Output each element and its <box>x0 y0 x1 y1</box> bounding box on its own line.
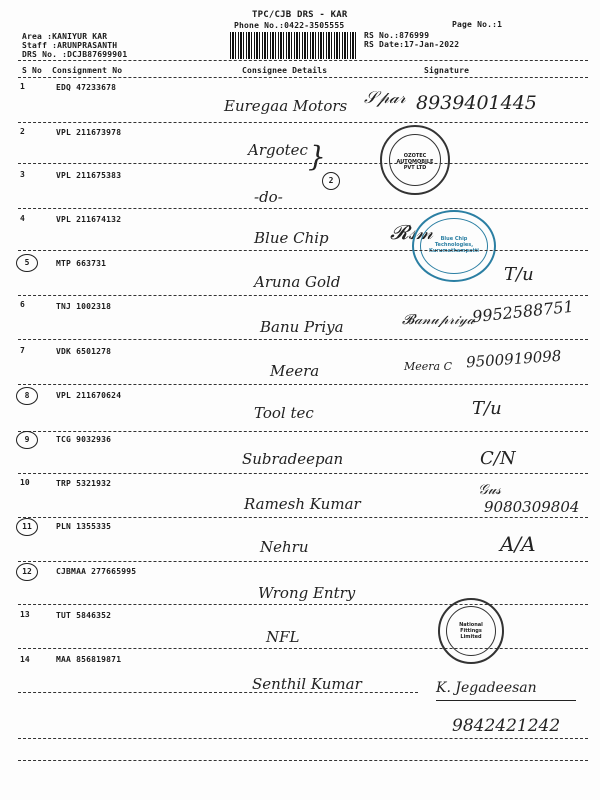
doc-title: TPC/CJB DRS - KAR <box>252 10 348 20</box>
row-signature: 9500919098 <box>465 346 562 372</box>
row-sno: 7 <box>20 346 25 355</box>
row-consignee: Wrong Entry <box>258 584 356 602</box>
page-number: Page No.:1 <box>452 20 503 29</box>
row-sno: 4 <box>20 214 25 223</box>
signature-scribble: 𝓑𝒶𝓃𝓊𝓅𝓇𝒾𝓎𝒶 <box>402 312 475 328</box>
staff-label: Staff :ARUNPRASANTH <box>22 41 118 50</box>
ozotec-stamp <box>380 125 450 195</box>
row-sno: 11 <box>16 518 38 536</box>
row-consignment: TCG 9032936 <box>56 435 112 444</box>
row-consignment: VDK 6501278 <box>56 347 112 356</box>
row-divider <box>18 384 588 385</box>
row-sno: 2 <box>20 127 25 136</box>
row-consignment: VPL 211675383 <box>56 171 122 180</box>
row-consignee: NFL <box>266 628 300 646</box>
row-divider <box>18 738 588 739</box>
bracket-count: 2 <box>322 172 340 190</box>
row-consignment: TRP 5321932 <box>56 479 112 488</box>
row-consignee: Senthil Kumar <box>252 675 362 693</box>
drs-number: DRS No. :DCJB87699901 <box>22 50 128 59</box>
row-sno: 9 <box>16 431 38 449</box>
row-sno: 8 <box>16 387 38 405</box>
row-consignee: Aruna Gold <box>254 273 341 291</box>
row-divider <box>18 648 588 649</box>
row-divider <box>18 561 588 562</box>
bluechip-stamp <box>412 210 496 282</box>
area-label: Area :KANIYUR KAR <box>22 32 108 41</box>
row-divider <box>18 339 588 340</box>
row-consignment: TUT 5846352 <box>56 611 112 620</box>
col-consignee: Consignee Details <box>242 66 328 75</box>
row-consignee: Blue Chip <box>254 229 329 247</box>
row-signature: T/u <box>504 264 534 285</box>
row-signature: 9952588751 <box>471 296 575 327</box>
row-divider <box>18 692 418 693</box>
barcode-image <box>230 32 358 59</box>
row-consignee: Banu Priya <box>260 318 344 336</box>
row-divider <box>18 250 588 251</box>
row-consignee: Ramesh Kumar <box>244 495 361 513</box>
header-rule-bottom <box>18 77 588 78</box>
stamp-text: Blue Chip Technologies, Kurumathampatti <box>429 236 479 254</box>
header-rule <box>18 60 588 61</box>
row-signer-name: Meera C <box>404 360 453 373</box>
row-consignment: VPL 211673978 <box>56 128 122 137</box>
row-signature: K. Jegadeesan <box>436 680 537 696</box>
row-consignment: MTP 663731 <box>56 259 107 268</box>
signature-scribble: 𝒢𝓊𝓈 <box>478 482 502 498</box>
row-sno: 6 <box>20 300 25 309</box>
row-sno: 14 <box>20 655 30 664</box>
row-sno: 12 <box>16 563 38 581</box>
row-sno: 3 <box>20 170 25 179</box>
col-consignment: Consignment No <box>52 66 123 75</box>
phone-number: Phone No.:0422-3505555 <box>234 21 345 30</box>
row-divider <box>18 208 588 209</box>
row-consignment: TNJ 1002318 <box>56 302 112 311</box>
row-consignment: VPL 211670624 <box>56 391 122 400</box>
row-divider <box>18 473 588 474</box>
row-signature: 9080309804 <box>484 498 580 516</box>
row-consignee: Argotec <box>248 141 308 159</box>
row-divider <box>18 431 588 432</box>
row-consignee: Euregaa Motors <box>224 97 348 115</box>
row-signature: T/u <box>472 398 502 419</box>
footer-rule <box>18 760 588 761</box>
row-divider <box>18 163 588 164</box>
rs-date: RS Date:17-Jan-2022 <box>364 40 460 49</box>
stamp-text: OZOTEC AUTOMOBILE PVT LTD <box>396 153 434 171</box>
row-signature: A/A <box>500 532 536 556</box>
row-consignment: VPL 211674132 <box>56 215 122 224</box>
signature-underline <box>436 700 576 701</box>
rs-number: RS No.:876999 <box>364 31 430 40</box>
row-consignee: -do- <box>254 188 283 206</box>
row-consignment: EDQ 47233678 <box>56 83 117 92</box>
row-signature: 8939401445 <box>416 92 537 114</box>
row-sno: 5 <box>16 254 38 272</box>
signature-scribble: 𝓡𝓈𝓂 <box>390 220 434 244</box>
row-consignment: PLN 1355335 <box>56 522 112 531</box>
row-divider <box>18 295 588 296</box>
row-sno: 13 <box>20 610 30 619</box>
stamp-text: National Fittings Limited <box>459 622 483 640</box>
row-consignee: Meera <box>270 362 320 380</box>
col-sno: S No <box>22 66 43 75</box>
row-signature: C/N <box>480 448 516 469</box>
row-consignee: Nehru <box>260 538 309 556</box>
row-consignee: Tool tec <box>254 404 314 422</box>
row-divider <box>18 604 588 605</box>
row-consignment: CJBMAA 277665995 <box>56 567 137 576</box>
row-divider <box>18 122 588 123</box>
row-sno: 10 <box>20 478 30 487</box>
row-phone: 9842421242 <box>452 716 561 736</box>
row-consignment: MAA 856819871 <box>56 655 122 664</box>
row-divider <box>18 517 588 518</box>
col-signature: Signature <box>424 66 470 75</box>
bracket-mark: } <box>308 140 326 173</box>
row-sno: 1 <box>20 82 25 91</box>
nfl-stamp <box>438 598 504 664</box>
row-consignee: Subradeepan <box>242 450 344 468</box>
signature-scribble: 𝒮𝓅𝒶𝓇 <box>364 88 406 108</box>
